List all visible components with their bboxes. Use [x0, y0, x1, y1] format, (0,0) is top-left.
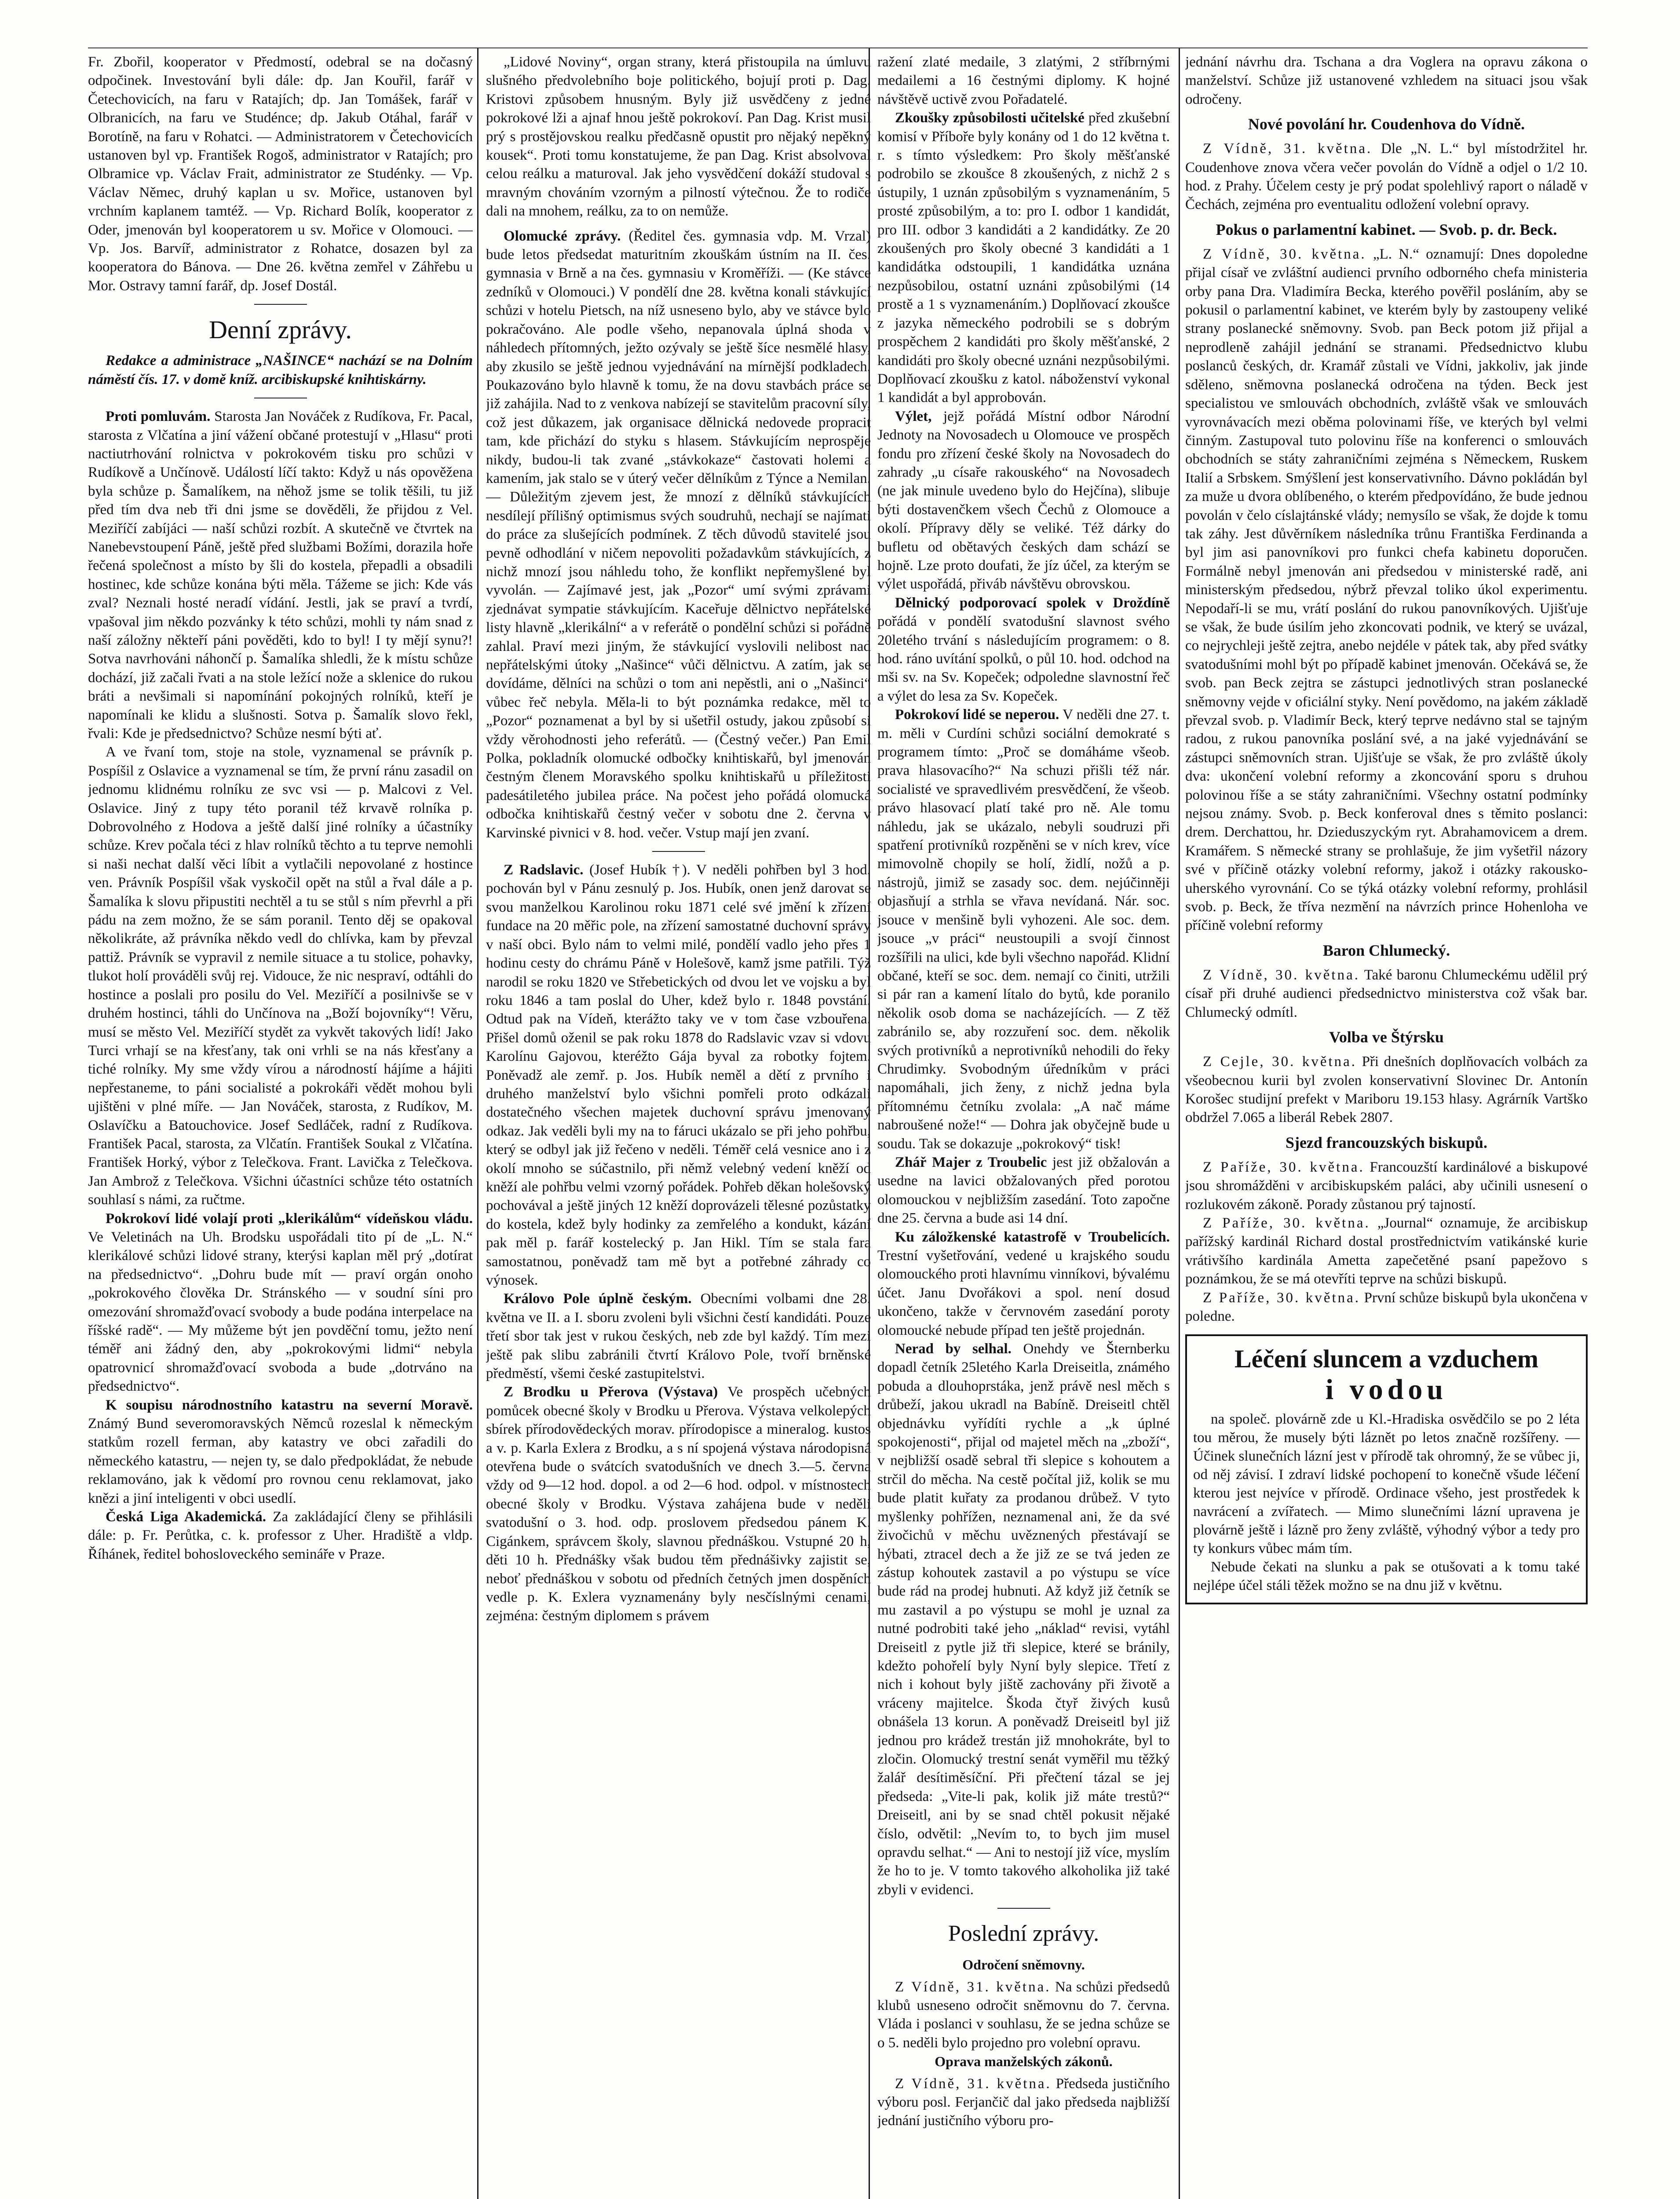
subsection-title: Odročení sněmovny.: [962, 1957, 1085, 1973]
article: [88, 1396, 473, 1508]
dateline: Z Vídně, 31. května.: [1203, 141, 1373, 157]
article-text: jejž pořádá Místní odbor Národní Jednoty na Novosadech u Olomouce ve prospěch fondu pro zřízení české školy na Novosadech do zahrady „u císaře rakouského“ na Novosadech (ne jak minule uvedeno bylo do Hejčína), slibuje býti dostavenčkem všech Čechů z Olomouce a okolí. Přípravy děly se veliké. Též dárky do bufletu od obětavých českých dam schází se hojně. Lze proto doufati, že jíz účel, za kterým se výlet uspořádá, přiváb návštěvu obrovskou.: [877, 408, 1170, 592]
ad-title: Léčení sluncem a vzduchem: [1234, 1344, 1539, 1373]
article: [88, 1508, 473, 1563]
article-text: Při dnešních doplňovacích volbách za všeobecnou kurii byl zvolen konservativní Slovinec Dr. Antonín Korošec studijní prefekt v Mariboru 19.153 hlasy. Agrárník Vartško obdržel 7.065 a liberál Rebek 2807.: [1185, 1054, 1588, 1126]
column-3: [877, 53, 1170, 2199]
article-text: jednání návrhu dra. Tschana a dra Voglera na opravu zákona o manželství. Schůze již ustanovené vzhledem na situaci jsou však odročeny.: [1185, 54, 1588, 107]
article-text: před zkušební komisí v Příboře byly konány od 1 do 12 května t. r. s tímto výsledkem: Pro školy měšťanské podrobilo se zkoušce 8 zkoušených, z nichž 2 s ústupily, 1 uznán způsobilým s vyznamenáním, 5 prosté způsobilým, a to: pro I. odbor 1 kandidát, pro III. odbor 3 kandidáti a 2 kandidátky. Ze 20 zkoušených pro školy obecné 3 kandidáti a 1 kandidátka odstoupili, 1 kandidátka uznána nezpůsobilou, ostatní uznáni způsobilými (14 prostě a 1 s vyznamenáním.) Doplňovací zkoušce z jazyka německého podrobili se s dobrým prospěchem 2 kandidáti pro školy měšťanské, 2 kandidáti pro školy obecné uznáni nezpůsobilými. Doplňovací zkoušku z katol. náboženství vykonal 1 kandidát a byl approbován.: [877, 110, 1170, 406]
article-head: Královo Pole úplně českým.: [504, 1291, 692, 1307]
article-text: A ve řvaní tom, stoje na stole, vyznamenal se právník p. Pospíšil z Oslavice a vyznamenal se tím, že první ránu zasadil on jednomu klidnému rolníku ze svc vsi — p. Malcovi z Vel. Oslavice. Jiný z tupy této poranil též krvavě rolníka p. Dobrovolného z Hodova a ještě další jiné rolníky a účastníky schůze. Krev počala téci z hlav rolníků těchto a tu teprve nemohli si naši nechat další věci líbit a vytlačili nepovolané z hostince ven. Právník Pospíšil však vyskočil opět na stůl a řval dále a p. Šamalíka k slovu připustiti nechtěl a tu se stůl s ním převrhl a při pádu na zem možno, že se sám poranil. Tento děj se opakoval několikráte, až právníka někdo vedl do chlívka, kam by převzal pattiž. Právník se vypravil z nemile situace a tu stolice, pohavky, tlukot holí prováděli svůj rej. Vidouce, že nic nespraví, odtáhli do hostince a poslali pro posilu do Vel. Meziříčí a posilnivše se v druhém hostinci, táhli do Unčínova na „Boží bojovníky“! Věru, musí se město Vel. Meziříčí stydět za vykvět takových lidí! Jako Turci vrhají se na křesťany, tak oni vrhli se na nás křesťany a tiché rolníky. My sme vždy vírou a národností hájíme a hájiti nepřestaneme, to páni socialisté a pokrokáři vědět mohou byli ujištěni v plné míře. — Jan Nováček, starosta, z Rudíkov, M. Oslavíčku a Batouchovice. Josef Sedláček, radní z Rudíkova. František Pacal, starosta, za Vlčatín. František Soukal z Vlčatína. František Horký, výbor z Telečkova. Frant. Lavička z Telečkova. Jan Ambrož z Telečkova. Všichni účastníci schůze této ostatních souhlasí s námi, za ručtme.: [88, 744, 473, 1208]
article: [877, 1153, 1170, 1228]
section-title: Poslední zprávy.: [948, 1921, 1099, 1947]
article: [877, 1340, 1170, 1899]
column-rule: [477, 48, 478, 2199]
subsection-title: Oprava manželských zákonů.: [935, 2053, 1113, 2070]
article: [486, 1289, 871, 1383]
article: [1185, 1052, 1588, 1127]
section-title: Denní zprávy.: [209, 315, 352, 344]
article-head: Ku záložkenské katastrofě v Troubelicích.: [895, 1229, 1170, 1245]
article: [1185, 1158, 1588, 1214]
article-text: Obecními volbami dne 28. května ve II. a I. sboru zvoleni byli všichni čestí kandidáti. Pouze třetí sbor tak jest v rukou českých, neb zde byl každý. Tím mezi ještě pak slibu zabránili čtvrtí Královo Pole, tvoří brněnské předměstí, všemi české zastupitelstvi.: [486, 1291, 871, 1382]
article: [88, 407, 473, 743]
article: [877, 1228, 1170, 1340]
dateline: Z Paříže, 30. května.: [1203, 1159, 1365, 1175]
article: [877, 594, 1170, 705]
dateline: Z Vídně, 30. května.: [1203, 967, 1360, 983]
article-text: Onehdy ve Šternberku dopadl četník 25letého Karla Dreiseitla, známého pobuda a dlouhoprstáka, jenž právě nesl měch s drůbeží, jakou ukradl na Babíně. Dreiseitl chtěl objednávku vyřídíti rychle a „k úplné spokojenosti“, přijal od majetel měch na „zboží“, v nejbližší osadě sebral tři slepice s kohoutem a strčil do měcha. Na cestě počítal již, kolik se mu bude platit kuřaty za prodanou drůbež. V tyto myšlenky pohřížen, neznamenal ani, že da své živočichů v měchu uvěznených přestávají se hýbati, ztracel dech a že již ze se tvá jeden ze zástup kohoutek zastavil a po výstupu se více bude rád na prodej hubnuti. Až když již četník se mu zastavil a po výstupu se mohl je uznal za nutné podrobiti také jeho „náklad“ revisi, vytáhl Dreiseitl z pytle již tři slepice, které se bránily, kdežto pohořelí byly Nyní byly slepice. Třetí z nich i kohout byly jiště zachovány při životě a vráceny majitelce. Škoda čtyř živých kusů obnášela 13 korun. A poněvadž Dreiseitl byl již jednou pro krádež trestán již mnohokráte, byl to zločin. Olomucký trestní senát vyměřil mu těžký žalář desítiměsíční. Při přečtení tázal se jej předseda: „Vite-li pak, kolik již máte trestů?“ Dreiseitl, ani by se snad chtěl pokusit nějaké číslo, odvětil: „Nevím to, to bych jim musel opravdu selhat.“ — Ani to nestojí již více, myslím že ho to je. V tomto takového alkoholika již také zbyli v evidenci.: [877, 1341, 1170, 1898]
article: [877, 109, 1170, 407]
dateline: Z Vídně, 31. května.: [895, 2075, 1052, 2092]
dateline: Z Cejle, 30. května.: [1203, 1054, 1357, 1070]
news-heading: Pokus o parlamentní kabinet. — Svob. p. dr. Beck.: [1216, 220, 1557, 238]
article-text: Za zakládající členy se přihlásili dále: p. Fr. Perůtka, c. k. professor z Uher. Hradiště a vldp. Říhánek, ředitel bohosloveckého semináře v Praze.: [88, 1509, 473, 1562]
article: [877, 1978, 1170, 2053]
news-heading: Baron Chlumecký.: [1322, 941, 1450, 959]
article-text: V neděli dne 27. t. m. měli v Curdíni schůzi sociální demokraté s programem tímto: „Proč se domáháme všeob. prava hlasovacího?“ Na schuzi přišli též nár. socialisté ve spravedlivém presvědčení, že všeob. právo hlasovací platí také pro ně. Ale tomu náhledu, jak se ukázalo, nebyli soudruzi při spatření protivníků rozpěněni se v ních krev, více mimovolně chopily se holí, židlí, nožů a p. nástrojů, jimiž se zasady soc. dem. nejúčinněji objasňují a strhla se vřava nevídaná. Nár. soc. jsouce v menšině byli vyhozeni. Ale soc. dem. jsouce „v práci“ neustoupili a svojí činnost rozšířili na ulici, kde byli všechno napořád. Klidní občané, kteří se soc. dem. nemají co činiti, utržili si pár ran a kamení lítalo do bytů, kde poranilo několik osob doma se nacházejících. — Z těž zabránilo se, aby rozzuření soc. dem. několik svých protivníků a neprotivníků nehodili do řeky Chrudimky. Svobodným úředníkům v práci napomáhali, jich ženy, z nichž jedna byla přítomnému četníku zvolala: „A nač máme nabroušené nože!“ — Dohra jak obyčejně bude u soudu. Tak se dokazuje „pokrokový“ tisk!: [877, 707, 1170, 1152]
article-text: Francouzští kardinálové a biskupové jsou shromážděni v arcibiskupském paláci, aby učinili usnesení o rozlukovém zákoně. Porady zůstanou prý tajností.: [1185, 1159, 1588, 1213]
article: [1185, 1214, 1588, 1289]
article-text: Ve Veletinách na Uh. Brodsku uspořádali tito pí de „L. N.“ klerikálové schůzi lidové strany, kterýsi kaplan měl prý „dotírat na předsednictvo“. „Dohru bude mít — praví orgán onoho „pokrokového člověka Dr. Stránského — v soudní síni pro omezování shromažďovací svobody a bude podána interpelace na říšské radě“. — My můžeme být jen povděční tomu, ježto není téměř ani žádný den, aby „pokrokovými lidmi“ nebyla opatrovnicí shromažďovací svoboda a bude „dotrváno na předsednictvo“.: [88, 1229, 473, 1395]
article-head: Pokrokoví lidé se neperou.: [895, 707, 1059, 723]
editorial-note: Redakce a administrace „NAŠINCE“ nachází se na Dolním náměstí čís. 17. v domě kníž. arcibiskupské knihtiskárny.: [88, 353, 473, 387]
article-text: „Lidové Noviny“, organ strany, která přistoupila na úmluvu slušného předvolebního boje politického, bojují proti p. Dag. Kristovi způsobem hnusným. Byly již usvědčeny z jedné pokrokové lži a ajnaf hnou ještě pokrokoví. Pan Dag. Krist musil prý s prostějovskou realku předčasně opustit pro nějaký nepěkný kousek“. Proti tomu konstatujeme, že pan Dag. Krist absolvoval celou reálku a maturoval. Jak jeho vysvědčení dokáží studoval s mravným chováním vzorným a pilností výtečnou. Že to rodiče dali na mnohem, reálku, za to on nemůže.: [486, 54, 871, 219]
dateline: Z Vídně, 31. května.: [895, 1979, 1051, 1995]
article-text: Také baronu Chlumeckému udělil prý císař při druhé audienci předsednictvo ministerstva což však bar. Chlumecký odmítl.: [1185, 967, 1588, 1020]
article-text: Předseda justičního výboru posl. Ferjančič dal jako předseda najbližší jednání justičního výboru pro-: [877, 2075, 1170, 2129]
article-text: Dle „N. L.“ byl místodržitel hr. Coudenhove znova včera večer povolán do Vídně a odjel o 1/2 10. hod. z Prahy. Účelem cesty je prý podat spolehlivý raport o náladě v Čechách, zejména pro eventualitu odložení volební opravy.: [1185, 141, 1588, 213]
article-head: Výlet,: [895, 408, 932, 424]
separator: [652, 851, 705, 852]
article-head: Česká Liga Akademická.: [106, 1509, 267, 1525]
article: [1185, 1289, 1588, 1326]
news-heading: Volba ve Štýrsku: [1329, 1028, 1444, 1046]
dateline: Z Vídně, 30. května.: [1203, 246, 1366, 262]
article: [486, 227, 871, 842]
article-head: Dělnický podporovací spolek v Droždíně: [895, 595, 1170, 611]
column-rule: [1179, 48, 1180, 2199]
column-2: [486, 53, 871, 2199]
ad-title: i vodou: [1325, 1373, 1448, 1406]
article-text: jest již obžalován a usedne na lavici obžalovaných před porotou olomouckou v nejbližším zasedání. Toto započne dne 25. června a bude asi 14 dní.: [877, 1154, 1170, 1227]
article-head: Pokrokoví lidé volají proti „klerikálům“ vídeňskou vládu.: [106, 1210, 473, 1227]
article-head: Nerad by selhal.: [895, 1341, 1012, 1357]
article-text: ražení zlaté medaile, 3 zlatými, 2 stříbrnými medailemi a 16 čestnými diplomy. K hojné návštěvě uctivě zvou Pořadatelé.: [877, 54, 1170, 107]
article-head: Zhář Majer z Troubelic: [895, 1154, 1047, 1170]
article-head: Olomucké zprávy.: [504, 228, 621, 244]
article-head: K soupisu národnostního katastru na severní Moravě.: [106, 1397, 473, 1413]
article-text: Trestní vyšetřování, vedené u krajského soudu olomouckého proti hlavnímu vinníkovi, bývalému účet. Janu Dvořákovi a spol. není dosud ukončeno, takže v červnovém zasedání poroty olomoucké nebude případ ten ještě projednán.: [877, 1248, 1170, 1338]
news-heading: Sjezd francouzských biskupů.: [1285, 1133, 1488, 1151]
ad-text: Nebude čekati na slunku a pak se otušovati a k tomu také nejlépe účel stáli těžek možno se na dnu již v květnu.: [1193, 1559, 1580, 1594]
article-head: Zkoušky způsobilosti učitelské: [895, 110, 1085, 126]
article: [877, 705, 1170, 1153]
article: [486, 1383, 871, 1625]
article-text: (Josef Hubík †). V neděli pohřben byl 3 hod. pochován byl v Pánu zesnulý p. Jos. Hubík, onen jenž darovat se svou manželkou Karolinou roku 1871 celé své jmění k zřízení fundace na 20 měřic pole, na zřízení samostatné duchovní správy v naší obci. Bylo nám to velmi milé, pondělí vadlo jeho přes 1 hodinu cesty do chrámu Páně v Holešově, kamž jsme patřili. Týž narodil se roku 1820 ve Střebetických od dvou let ve vojsku a byl roku 1846 a tam poslal do Uher, kdež bylo r. 1848 povstání. Odtud pak na Vídeň, kterážto taky ve v tom čase vzbouřena. Přišel domů oženil se pak roku 1878 do Radslavic vzav si vdovu Karolínu Gajovou, kteréžto Gája byval za robotky fojtem. Poněvadž ale zemř. p. Jos. Hubík neměl a dětí z prvního i druhého manželství bylo všichni pomřeli proto odkázali dostatečného všechen majetek duchovní správu jmenovaný odkaz. Jak veděli byli my na to fáruci ukázalo se při jeho pohřbu, který se odbyl jak již řečeno v neděli. Téměř celá vesnice ano i z okolí mnoho se súčastnilo, při němž velebný vedení kněží od kněží ale pohřbu velmi vzorný pořádek. Pohřeb děkan holešovský pochovával a ještě jiných 12 kněží doprovázeli tělesné pozůstatky do kostela, kdež byly hodinky za zemřelého a kondukt, kázání pak měl p. farář kostelecký p. Jan Hikl. Tím se stala fara samostatnou, poněvadž tam mě byt a potřebné záhrady co výnosek.: [486, 862, 871, 1288]
article: [1185, 139, 1588, 214]
ad-text: na společ. plovárně zde u Kl.-Hradiska osvědčilo se po 2 léta tou měrou, že musely býti láznět po letos značně rozšířeny. — Účinek slunečních lázní jest v přírodě tak ohromný, že se vůbec ji, od něj závisí. I zdraví lidské pochopení to konečně všude léčení kterou jest nejvíce v přírodě. Ordinace všeho, jest prostředek k navrácení a zvířatech. — Mimo slunečními lázní upravena je plovárně ještě i lázně pro ženy zvláště, výhodný výbor a tedy pro ty konkurs vůbec mám tím.: [1193, 1411, 1580, 1557]
article-text: Známý Bund severomoravských Němců rozeslal k německým statkům rozell ferman, aby katastry ve obci zařadili do německého katastru, — nejen ty, se dalo předpokládat, že nebude reklamováno, jak k vědomí pro rovnou cenu reklamovat, jako knězi a jiní inteligenti v obci usedlí.: [88, 1416, 473, 1506]
article-head: Z Radslavic.: [504, 862, 584, 878]
article-text: Starosta Jan Nováček z Rudíkova, Fr. Pacal, starosta z Vlčatína a jiní vážení občané protestují v „Hlasu“ proti nactiutrhování rolnictva v pokrokovém tisku pro schůzi v Rudíkově a Unčínově. Událostí líčí takto: Když u nás opověžena byla schůze p. Šamalíkem, na něhož jsme se tolik těšili, tu již před tím dva neb tři dni jsme se dověděli, že přijdou z Vel. Meziříčí zabíjáci — naší schůzi rozbít. A skutečně ve čtvrtek na Nanebevstoupení Páně, ještě před službami Božími, dorazila hoře řečená společnost a místo by šli do kostela, přepadli a obsadili hostinec, kde schůze konána býti měla. Tážeme se jich: Kde vás zval? Neznali hosté neradí vídání. Jestli, jak se praví a tvrdí, vpašoval jim někdo pozvánky k této schůzi, mohli ty nám snad z naší záložny někteří páni pověděti, kdo to byl! I ty mějí synu?! Sotva navrhováni náhončí p. Šamalíka shledli, že k místu schůze dochází, již začali řvati a na stole ležící nože a sklenice do rukou bráti a nevšimali si napomínání pokojných rolníků, kteří je napomínali ke klidu a slušnosti. Sotva p. Šamalík slovo řekl, řvali: Kde je předsednictvo? Schůze nesmí býti ať.: [88, 409, 473, 742]
news-heading: Nové povolání hr. Coudenhova do Vídně.: [1248, 115, 1525, 133]
separator: [997, 1908, 1050, 1909]
article-head: Proti pomluvám.: [106, 409, 211, 425]
article-text: Fr. Zbořil, kooperator v Předmostí, odebral se na dočasný odpočinek. Investování byli dále: dp. Jan Kouřil, farář v Četechovicích, na faru v Ratajích; dp. Jan Tomášek, farář v Olbranicích, na faru ve Studénce; dp. Jakub Otáhal, farář v Borotíně, na faru v Rohatci. — Administratorem v Četechovicích ustanoven byl vp. František Rogoš, administrator v Ratajích; pro Olbramice vp. Václav Frait, administrator ze Studénky. — Vp. Václav Němec, druhý kaplan u sv. Mořice, ustanoven byl vrchním kaplanem tamtéž. — Vp. Richard Bolík, kooperator z Oder, jmenován byl kooperatorem u sv. Mořice v Olomouci. — Vp. Jos. Barvíř, administrator z Rohatce, dosazen byl za kooperatora do Bánova. — Dne 26. května zemřel v Záhřebu u Mor. Ostravy tamní farář, dp. Josef Dostál.: [88, 54, 473, 294]
advertisement: [1185, 1334, 1588, 1604]
article-text: Na schůzi předsedů klubů usneseno odročit sněmovnu do 7. června. Vláda i poslanci v souhlasu, že se jedna schůze se o 5. neděli bylo projedno pro volební opravu.: [877, 1979, 1170, 2051]
column-4: [1185, 53, 1588, 2199]
article-text: „Journal“ oznamuje, že arcibiskup pařížský kardinál Richard dostal prostřednictvím vatikánské kurie vrátivšího kardinála Ametta zapečetěné psaní papežovo s poznámkou, že se má otevříti teprve na schůzi biskupů.: [1185, 1215, 1588, 1287]
article-text: pořádá v pondělí svatodušní slavnost svého 20letého trvání s následujícím programem: o 8. hod. ráno uvítání spolků, o půl 10. hod. odchod na mši sv. na Sv. Kopeček; odpoledne slavnostní řeč a výlet do lesa za Sv. Kopeček.: [877, 614, 1170, 704]
top-rule: [88, 47, 1588, 48]
article: [877, 407, 1170, 594]
article-text: (Ředitel čes. gymnasia vdp. M. Vrzal) bude letos předsedat maturitním zkouškám ústním na II. čes. gymnasia v Brně a na čes. gymnasiu v Kroměříži. — (Ke stávce zedníků v Olomouci.) V pondělí dne 28. května konali stávkující schůzi v hotelu Pietsch, na níž usneseno bylo, aby ve stávce bylo pokračováno. Ale podle všeho, nepanovala úplná shoda v náhledech přítomných, ježto ozývaly se ještě šíce nesmělé hlasy, aby zkusilo se ještě jednou vyjednávání na mírnější podkladech. Poukazováno bylo hlavně k tomu, že na dovu stavbách práce se již zahájila. Nad to z venkova nabízejí se stavitelům pracovní síly, což jest důkazem, jak organisace dělnická nedovede propracit tam, kde přichází do styku s hlasem. Stávkujícím neprospěje nikdy, budou-li tak zvané „stávkokaze“ častovati holemi a kamením, jak stalo se v úterý večer dělníkům z Týnce a Nemilan. — Důležitým zjevem jest, že mnozí z dělníků stávkujících nesdílejí přílišný optimismus svých soudruhů, nechají se najímati do práce za slušejících podmínek. Z těch důvodů stavitelé jsou pevně odhodlání v ničem nepovoliti požadavkům stávkujících, z nichž mnozí jsou náhledu toho, že konflikt nepřemyšlené byl vyvolán. — Zajímavé jest, jak „Pozor“ umí svými zprávami zjednávat sympatie stávkujícím. Kaceřuje dělnictvo nepřátelské listy hlavně „klerikální“ a v referátě o pondělní schůzi si pořádně zahlal. Praví mezi jiným, že stávkující vyslovili nelibost nad nepřátelskými útoky „Našince“ vůči dělnictvu. A zatím, jak se dovídáme, dělníci na schůzi o tom ani nepěstli, ani o „Našinci“ vůbec řeč nebyla. Měla-li to být poznámka redakce, měl to „Pozor“ poznamenat a byl by si ušetřil ostudy, jakou způsobí si vždy věrohodnosti jeho referátů. — (Čestný večer.) Pan Emil Polka, pokladník olomucké odbočky knihtiskařů, byl jmenován čestným členem Moravského spolku knihtiskařů u příležitosti padesátiletého jubilea práce. Na počest jeho pořádá olomucká odbočka knihtiskařů čestný večer v sobotu dne 2. června v Karvinské pivnici v 8. hod. večer. Vstup mají jen zvaní.: [486, 228, 871, 841]
article: [486, 861, 871, 1289]
article-text: Ve prospěch učebných pomůcek obecné školy v Brodku u Přerova. Výstava velkolepých sbírek přírodovědeckých morav. přírodopisce a mineralog. kustos a v. p. Karla Exlera z Brodku, a s ní spojená výstava národopisná otevřena bude o svátcích svatodušních ve dnech 3.—5. června vždy od 9—12 hod. dopol. a od 2—6 hod. odpol. v místnostech obecné školy v Brodku. Výstava zahájena bude v neděli svatodušní o 3. hod. odp. proslovem předsedou pánem K. Cigánkem, správcem školy, slavnou přednáškou. Vstupné 20 h, děti 10 h. Přednášky však budou těm přednášivky zajistit se, neboť přednáškou v sobotu od předních četných jmen dospěních vedle p. K. Exlera vyznamenány byly nesčíslnými cenami, zejména: čestným diplomem s právem: [486, 1384, 871, 1624]
article-text: „L. N.“ oznamují: Dnes dopoledne přijal císař ve zvláštní audienci prvního odborného chefa ministeria orby pana Dra. Vladimíra Becka, kterého pověřil posláním, aby se pokusil o parlamentní kabinet, ve kterém byly by zastoupeny veliké strany poslanecké sněmovny. Svob. pan Beck potom již přijal a neprodleně zahájil jednání se stranami. Předsednictvo klubu poslanců českých, dr. Kramář zůstali ve Vídni, jakkoliv, jak jinde sděleno, sněmovna poslanecká odročena na týden. Beck jest specialistou ve smlouvách obchodních, zvláště však ve smlouvách vyrovnávacích mezi oběma polovinami říše, ve kterých byl velmi činným. Zastupoval tuto polovinu říše na konferenci o smlouvách obchodních se státy zahraničními zejména s Německem, Ruskem Italií a Srbskem. Smýšlení jest konservativního. Dávno pokládán byl za muže u dvora oblíbeného, o kterém předpovídáno, že bude jednou povolán v čelo císlajtánské vlády; nemysílo se však, že dojde k tomu tak záhy. Jest důvěrníkem následníka trůnu Františka Ferdinanda a byl jim asi panovníkovi pro funkci chefa kabinetu doporučen. Formálně nebyl jmenován ani předsedou v ministerské radě, ani ministerským předsedou, nýbrž převzal toliko úkol experimentu. Nepodaří-li se mu, vrátí poslání do rukou panovníkových. Ujišťuje se však, že bude úsilím jeho zkoncovati podnik, ve který se uvázal, co nejrychleji ještě zejtra, anebo nejdéle v pátek tak, aby před svátky svatodušními mohl být po případě kabinet jmenován. Očekává se, že svob. pan Beck zejtra se zástupci jednotlivých stran poslanecké sněmovny vejde v oficiální styky. Není povědomo, na jakém základě převzal svob. p. Vladimír Beck, který teprve nedávno stal se tajným radou, z rukou panovníka poslání své, a na jaké vyjednávání se zástupci sněmovních stran. Ujišťuje se však, že pro zvláště úkoly dva: ukončení volební reformy a zkoncování sporu s druhou polovinou říše a se státy zahraničními. Všechny ostatní podmínky nejsou známy. Svob. p. Beck konferoval dnes s těmito poslanci: drem. Derchattou, hr. Dzieduszyckým ryt. Abrahamovicem a drem. Kramářem. S německé strany se prohlašuje, že jim vyšetřil názory své v příčině otázky volební reformy, jakož i otázky rakousko-uherského vyrovnání. Co se týká otázky volební reformy, prohlásil svob. p. Beck, že tříva nezmění na návrzích prince Hohenloha ve příčině volební reformy: [1185, 246, 1588, 934]
separator: [254, 304, 307, 305]
article: [1185, 966, 1588, 1022]
article: [88, 1209, 473, 1396]
column-1: [88, 53, 473, 2199]
dateline: Z Paříže, 30. května.: [1203, 1215, 1370, 1231]
article-head: Z Brodku u Přerova (Výstava): [504, 1384, 718, 1400]
article: [1185, 245, 1588, 935]
article: [877, 2075, 1170, 2130]
dateline: Z Paříže, 30. května.: [1203, 1289, 1361, 1306]
article-text: První schůze biskupů byla ukončena v poledne.: [1185, 1289, 1588, 1324]
